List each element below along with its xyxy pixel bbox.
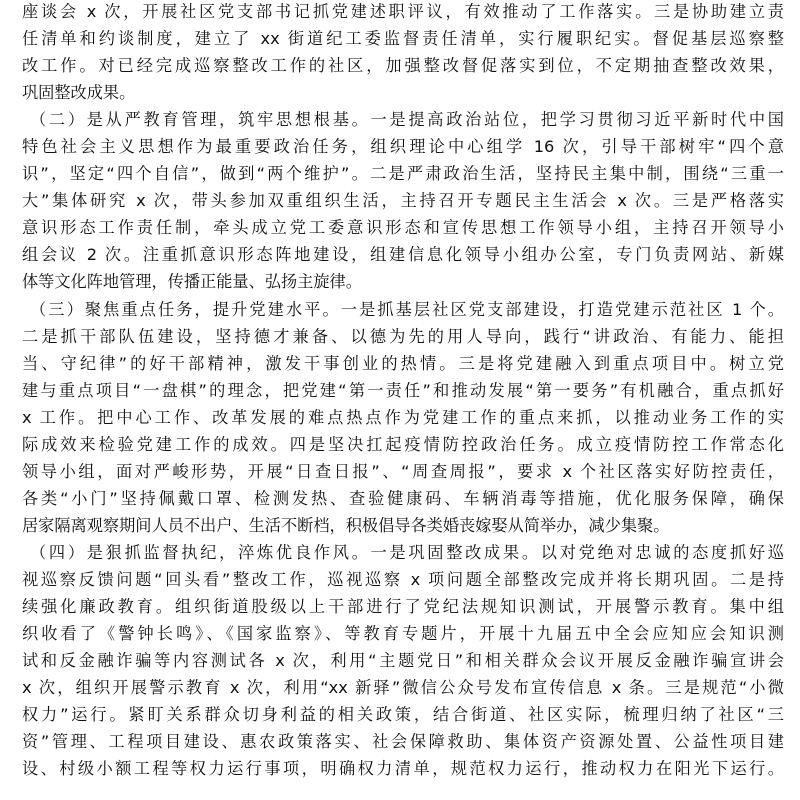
text-line: 设、村级小额工程等权力运行事项，明确权力清单，规范权力运行，推动权力在阳光下运行。 [22,759,784,779]
text-line: 权力”运行。紧盯关系群众切身利益的相关政策，结合街道、社区实际，梳理归纳了社区“三 [22,705,784,725]
text-line: 体等文化阵地管理，传播正能量、弘扬主旋律。 [22,272,362,292]
text-line: 当、守纪律”的好干部精神，激发干事创业的热情。三是将党建融入到重点项目中。树立党 [22,353,784,373]
text-line: 续强化廉政教育。组织街道股级以上干部进行了党纪法规知识测试，开展警示教育。集中组 [22,597,784,617]
text-line: 任清单和约谈制度，建立了 xx 街道纪工委监督责任清单，实行履职纪实。督促基层巡察整 [22,29,784,49]
text-line: 视巡察反馈问题“回头看”整改工作，巡视巡察 x 项问题全部整改完成并将长期巩固。二是持 [22,569,784,589]
text-line: 际成效来检验党建工作的成效。四是坚决扛起疫情防控政治任务。成立疫情防控工作常态化 [22,434,784,454]
text-line: x 次，组织开展警示教育 x 次，利用“xx 新驿”微信公众号发布宣传信息 x 条。三是规范“小微 [22,678,784,698]
text-line: （二）是从严教育管理，筑牢思想根基。一是提高政治站位，把学习贯彻习近平新时代中国 [30,110,784,130]
text-line: （三）聚焦重点任务，提升党建水平。一是抓基层社区党支部建设，打造党建示范社区 1 个。 [30,299,784,319]
text-line: 特色社会主义思想作为最重要政治任务，组织理论中心组学 16 次，引导干部树牢“四个意 [22,137,784,157]
text-line: （四）是狠抓监督执纪，淬炼优良作风。一是巩固整改成果。以对党绝对忠诚的态度抓好巡 [30,542,784,562]
text-line: 各类“小门”坚持佩戴口罩、检测发热、查验健康码、车辆消毒等措施，优化服务保障，确保 [22,488,784,508]
text-line: x 工作。把中心工作、改革发展的难点热点作为党建工作的重点来抓，以推动业务工作的实 [22,407,784,427]
document-body [22,0,784,782]
text-line: 巩固整改成果。 [22,83,136,103]
text-line: 试和反金融诈骗等内容测试各 x 次，利用“主题党日”和相关群众会议开展反金融诈骗宣讲会 [22,651,784,671]
text-line: 居家隔离观察期间人员不出户、生活不断档，积极倡导各类婚丧嫁娶从简举办，减少集聚。 [22,515,670,535]
text-line: 识”，坚定“四个自信”，做到“两个维护”。二是严肃政治生活，坚持民主集中制，围绕“三重一 [22,164,784,184]
text-line: 座谈会 x 次，开展社区党支部书记抓党建述职评议，有效推动了工作落实。三是协助建立责 [22,2,784,21]
text-line: 建与重点项目“一盘棋”的理念，把党建“第一责任”和推动发展“第一要务”有机融合，重点抓好 [22,380,784,400]
text-line: 资”管理、工程项目建设、惠农政策落实、社会保障救助、集体资产资源处置、公益性项目建 [22,732,784,752]
text-line: 改工作。对已经完成巡察整改工作的社区，加强整改督促落实到位，不定期抽查整改效果， [22,56,784,76]
text-line: 意识形态工作责任制，牵头成立党工委意识形态和宣传思想工作领导小组，主持召开领导小 [22,218,784,238]
text-line: 大”集体研究 x 次，带头参加双重组织生活，主持召开专题民主生活会 x 次。三是严格落实 [22,191,784,211]
text-line: 织收看了《警钟长鸣》、《国家监察》、等教育专题片，开展十九届五中全会应知应会知识测 [22,624,784,644]
text-line: 组会议 2 次。注重抓意识形态阵地建设，组建信息化领导小组办公室，专门负责网站、新媒 [22,245,784,265]
text-line: 领导小组，面对严峻形势，开展“日查日报”、“周查周报”，要求 x 个社区落实好防控责任， [22,461,784,481]
text-line: 二是抓干部队伍建设，坚持德才兼备、以德为先的用人导向，践行“讲政治、有能力、能担 [22,326,784,346]
